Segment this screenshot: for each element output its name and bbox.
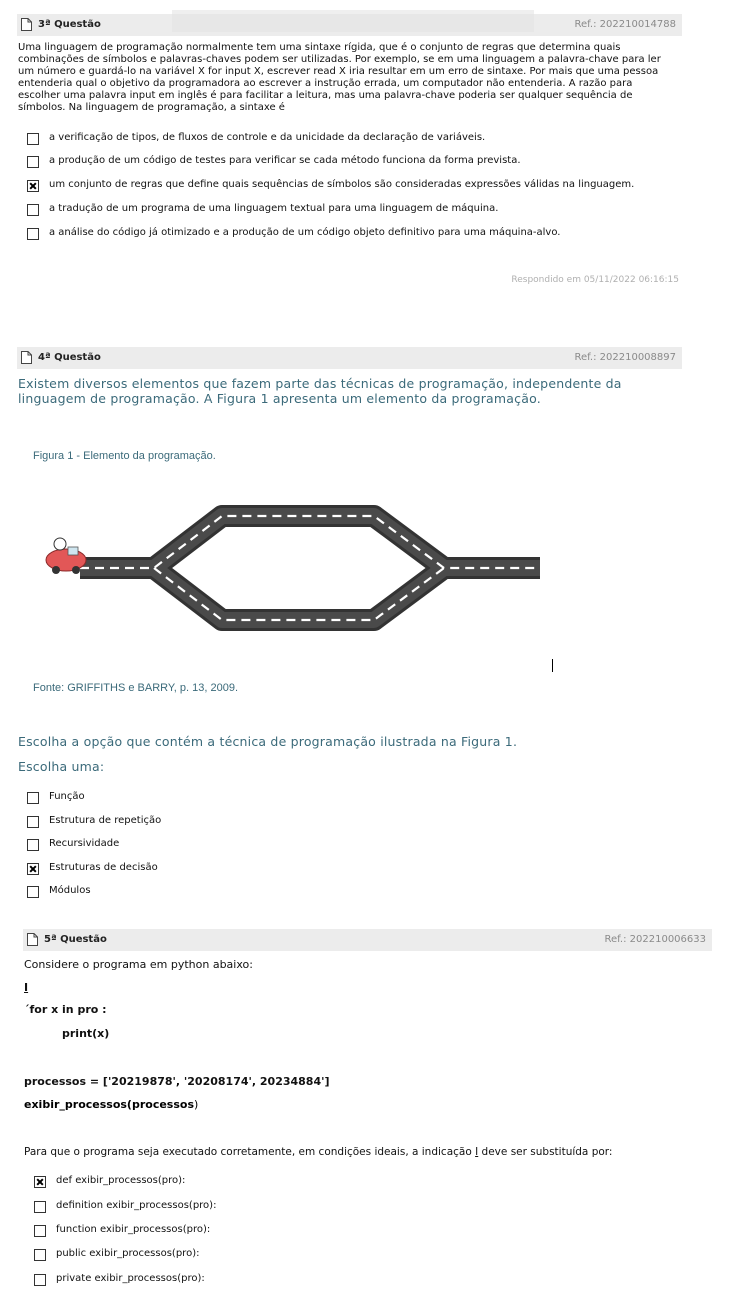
question-5-header [23,929,712,951]
option-q4-e[interactable] [27,885,427,901]
option-q5-a[interactable] [34,1175,434,1191]
code-call-tail: ) [194,1098,199,1111]
option-label: definition exibir_processos(pro): [56,1200,217,1211]
question-suffix: deve ser substituída por: [478,1146,613,1158]
checkbox[interactable] [27,792,39,804]
question-marker: I [475,1146,479,1158]
code-line-for: ´for x in pro : [24,1003,107,1016]
checkbox-checked[interactable] [34,1176,46,1188]
question-intro: Considere o programa em python abaixo: [24,958,253,971]
question-text [24,1146,612,1158]
checkbox-checked[interactable] [27,863,39,875]
code-line-list: processos = ['20219878', '20208174', 20234884'] [24,1075,330,1088]
option-q4-c[interactable] [27,838,427,854]
checkbox[interactable] [27,204,39,216]
question-title: 3ª Questão [38,19,101,30]
option-label: private exibir_processos(pro): [56,1273,205,1284]
option-label: Estrutura de repetição [49,815,162,826]
question-statement: Existem diversos elementos que fazem parte das técnicas de programação, independente da linguagem de programação. A Figura 1 apresenta um elemento da programação. [18,376,622,406]
question-title: 5ª Questão [44,934,107,945]
option-label: Módulos [49,885,91,896]
text-cursor [552,659,553,672]
question-statement: Uma linguagem de programação normalmente tem uma sintaxe rígida, que é o conjunto de regras que determina quais combinações de símbolos e palavras-chaves podem ser utilizadas. Por exemplo, se em uma linguagem a palavra-chave para ler um número e guardá-lo na variável X for input X, escrever read X iria resultar em um erro de sintaxe. Por mais que uma pessoa entenderia qual o objetivo da programadora ao escrever a instrução errada, um computador não entenderia. A razão para escolher uma palavra input em inglês é para facilitar a leitura, mas uma palavra-chave poderia ser qualquer sequência de símbolos. Na linguagem de programação, a sintaxe é [18,42,661,113]
option-q5-e[interactable] [34,1273,434,1289]
option-q4-d[interactable] [27,862,427,878]
code-line-placeholder: I [24,981,29,994]
option-q5-d[interactable] [34,1248,434,1264]
answered-timestamp: Respondido em 05/11/2022 06:16:15 [511,275,679,285]
choose-label: Escolha uma: [18,759,105,774]
question-prompt: Escolha a opção que contém a técnica de programação ilustrada na Figura 1. [18,734,518,749]
checkbox[interactable] [34,1274,46,1286]
option-label: a tradução de um programa de uma linguagem textual para uma linguagem de máquina. [49,203,499,214]
overlay-shadow [172,10,534,32]
option-q5-c[interactable] [34,1224,434,1240]
checkbox-checked[interactable] [27,180,39,192]
checkbox[interactable] [34,1201,46,1213]
checkbox[interactable] [27,133,39,145]
question-4-header [17,347,682,369]
option-q3-c[interactable] [27,179,687,195]
question-prefix: Para que o programa seja executado corretamente, em condições ideais, a indicação [24,1146,476,1158]
document-icon [21,351,32,364]
option-label: a produção de um código de testes para verificar se cada método funciona da forma prevista. [49,155,521,166]
option-label: Estruturas de decisão [49,862,158,873]
code-line-call [24,1098,198,1111]
checkbox[interactable] [27,156,39,168]
question-ref: Ref.: 202210014788 [574,19,676,30]
code-line-print: print(x) [62,1027,110,1040]
document-icon [27,933,38,946]
checkbox[interactable] [27,228,39,240]
option-q3-a[interactable] [27,132,687,148]
option-label: Função [49,791,85,802]
question-ref: Ref.: 202210006633 [604,934,706,945]
checkbox[interactable] [27,886,39,898]
question-ref: Ref.: 202210008897 [574,352,676,363]
road-fork-illustration [44,498,544,638]
option-label: def exibir_processos(pro): [56,1175,186,1186]
checkbox[interactable] [34,1225,46,1237]
option-label: um conjunto de regras que define quais sequências de símbolos são consideradas expressões válidas na linguagem. [49,179,635,190]
option-label: Recursividade [49,838,120,849]
question-title: 4ª Questão [38,352,101,363]
option-label: a análise do código já otimizado e a produção de um código objeto definitivo para uma máquina-alvo. [49,227,561,238]
option-q4-a[interactable] [27,791,427,807]
option-q3-b[interactable] [27,155,687,171]
option-q3-e[interactable] [27,227,687,243]
option-label: public exibir_processos(pro): [56,1248,200,1259]
option-label: function exibir_processos(pro): [56,1224,211,1235]
checkbox[interactable] [34,1249,46,1261]
checkbox[interactable] [27,816,39,828]
figure-source: Fonte: GRIFFITHS e BARRY, p. 13, 2009. [33,682,239,694]
option-q5-b[interactable] [34,1200,434,1216]
checkbox[interactable] [27,839,39,851]
option-label: a verificação de tipos, de fluxos de controle e da unicidade da declaração de variáveis. [49,132,486,143]
code-call-bold: exibir_processos(processos [24,1098,194,1111]
document-icon [21,18,32,31]
option-q4-b[interactable] [27,815,427,831]
option-q3-d[interactable] [27,203,687,219]
figure-caption: Figura 1 - Elemento da programação. [33,450,216,462]
